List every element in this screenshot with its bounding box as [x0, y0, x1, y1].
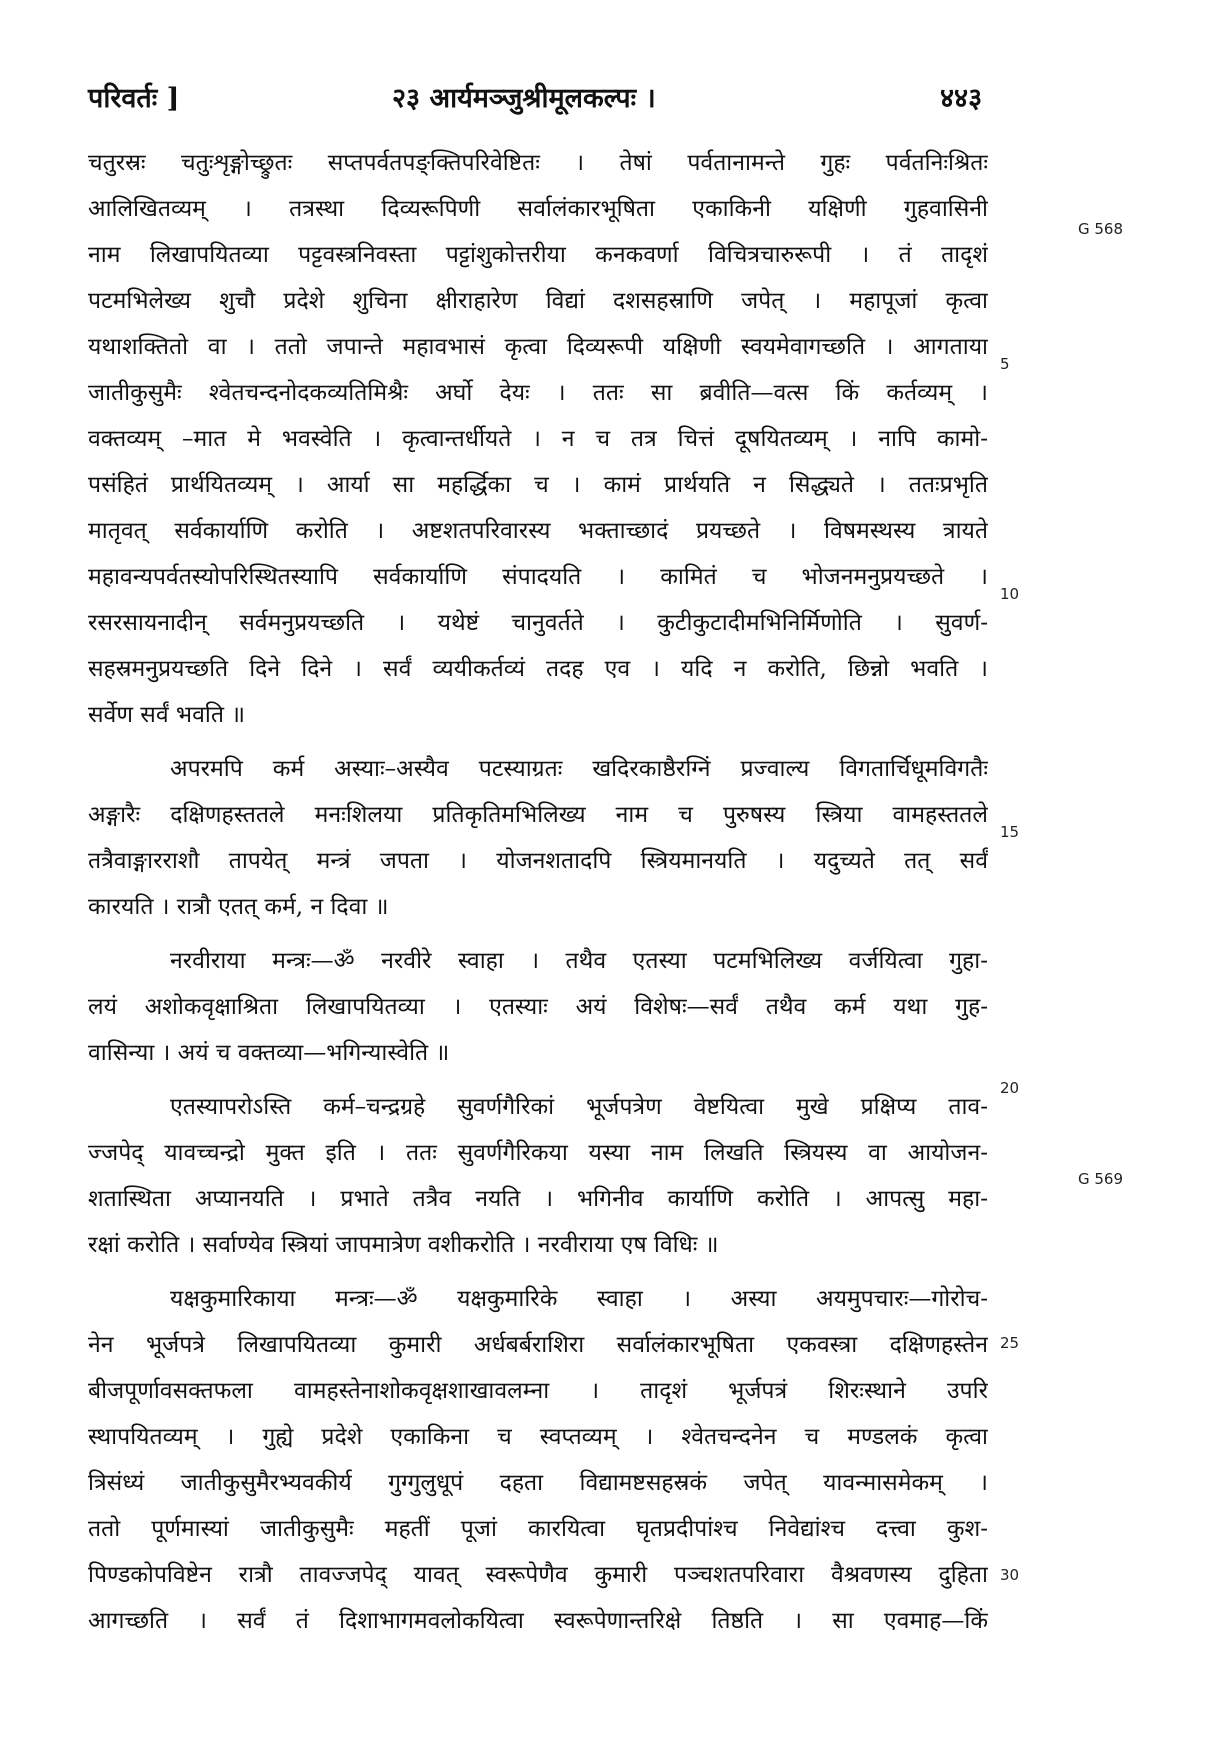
- text-line: अङ्गारैः दक्षिणहस्ततले मनःशिलया प्रतिकृतिमभिलिख्य नाम च पुरुषस्य स्त्रिया वामहस्ततले: [88, 802, 988, 828]
- paragraph: [88, 1084, 988, 1268]
- line-number: 30: [1000, 1566, 1020, 1584]
- line-number: 25: [1000, 1334, 1020, 1352]
- margin-reference: G 569: [1078, 1170, 1124, 1188]
- header-title: २३ आर्यमञ्जुश्रीमूलकल्पः ।: [392, 83, 656, 114]
- text-line: त्रिसंध्यं जातीकुसुमैरभ्यवकीर्य गुग्गुलुधूपं दहता विद्यामष्टसहस्रकं जपेत् यावन्मासमेकम् ।: [88, 1470, 988, 1496]
- text-line: चतुरस्रः चतुःशृङ्गोच्छ्रुतः सप्तपर्वतपङ्क्तिपरिवेष्टितः । तेषां पर्वतानामन्ते गुहः पर्वतनिःश्रितः: [88, 150, 988, 176]
- text-line: बीजपूर्णावसक्तफला वामहस्तेनाशोकवृक्षशाखावलम्ना । तादृशं भूर्जपत्रं शिरःस्थाने उपरि: [88, 1378, 988, 1404]
- line-number: 20: [1000, 1079, 1020, 1097]
- header-page-number: ४४३: [940, 83, 983, 114]
- text-line: ज्जपेद् यावच्चन्द्रो मुक्त इति । ततः सुवर्णगैरिकया यस्या नाम लिखति स्त्रियस्य वा आयोजन-: [88, 1140, 988, 1166]
- text-line: रक्षां करोति । सर्वाण्येव स्त्रियां जापमात्रेण वशीकरोति । नरवीराया एष विधिः ॥: [88, 1232, 719, 1258]
- text-line: यथाशक्तितो वा । ततो जपान्ते महावभासं कृत्वा दिव्यरूपी यक्षिणी स्वयमेवागच्छति । आगताया: [88, 334, 988, 360]
- text-line: वक्तव्यम् –मात मे भवस्वेति । कृत्वान्तर्धीयते । न च तत्र चित्तं दूषयितव्यम् । नापि कामो-: [88, 426, 988, 452]
- text-line: तत्रैवाङ्गारराशौ तापयेत् मन्त्रं जपता । योजनशतादपि स्त्रियमानयति । यदुच्यते तत् सर्वं: [88, 848, 988, 874]
- text-line: वासिन्या । अयं च वक्तव्या—भगिन्यास्वेति ॥: [88, 1040, 450, 1066]
- line-number: 15: [1000, 823, 1020, 841]
- paragraph: [88, 1276, 988, 1644]
- text-line: जातीकुसुमैः श्वेतचन्दनोदकव्यतिमिश्रैः अर्घो देयः । ततः सा ब्रवीति—वत्स किं कर्तव्यम् ।: [88, 380, 988, 406]
- text-line: पिण्डकोपविष्टेन रात्रौ तावज्जपेद् यावत् स्वरूपेणैव कुमारी पञ्चशतपरिवारा वैश्रवणस्य दुहिता: [88, 1562, 988, 1588]
- text-line: मातृवत् सर्वकार्याणि करोति । अष्टशतपरिवारस्य भक्ताच्छादं प्रयच्छते । विषमस्थस्य त्रायते: [88, 518, 988, 544]
- text-line: स्थापयितव्यम् । गुह्ये प्रदेशे एकाकिना च स्वप्तव्यम् । श्वेतचन्दनेन च मण्डलकं कृत्वा: [88, 1424, 988, 1450]
- text-line: पटमभिलेख्य शुचौ प्रदेशे शुचिना क्षीराहारेण विद्यां दशसहस्राणि जपेत् । महापूजां कृत्वा: [88, 288, 988, 314]
- text-line: आलिखितव्यम् । तत्रस्था दिव्यरूपिणी सर्वालंकारभूषिता एकाकिनी यक्षिणी गुहवासिनी: [88, 196, 988, 222]
- line-number: 10: [1000, 585, 1020, 603]
- text-line: अपरमपि कर्म अस्याः–अस्यैव पटस्याग्रतः खदिरकाष्ठैरग्निं प्रज्वाल्य विगतार्चिधूमविगतैः: [170, 756, 988, 782]
- header-chapter: परिवर्तः ]: [88, 83, 180, 114]
- text-line: कारयति । रात्रौ एतत् कर्म, न दिवा ॥: [88, 894, 389, 920]
- text-line: यक्षकुमारिकाया मन्त्रः—ॐ यक्षकुमारिके स्वाहा । अस्या अयमुपचारः—गोरोच-: [170, 1286, 988, 1312]
- line-number: 5: [1000, 355, 1010, 373]
- margin-reference: G 568: [1078, 220, 1124, 238]
- text-line: रसरसायनादीन् सर्वमनुप्रयच्छति । यथेष्टं चानुवर्तते । कुटीकुटादीमभिनिर्मिणोति । सुवर्ण-: [88, 610, 988, 636]
- paragraph: [88, 746, 988, 930]
- text-line: पसंहितं प्रार्थयितव्यम् । आर्या सा महर्द्धिका च । कामं प्रार्थयति न सिद्ध्यते । ततःप्रभृति: [88, 472, 988, 498]
- text-line: आगच्छति । सर्वं तं दिशाभागमवलोकयित्वा स्वरूपेणान्तरिक्षे तिष्ठति । सा एवमाह—किं: [88, 1608, 988, 1634]
- text-line: नेन भूर्जपत्रे लिखापयितव्या कुमारी अर्धबर्बराशिरा सर्वालंकारभूषिता एकवस्त्रा दक्षिणहस्तेन: [88, 1332, 988, 1358]
- text-line: महावन्यपर्वतस्योपरिस्थितस्यापि सर्वकार्याणि संपादयति । कामितं च भोजनमनुप्रयच्छते ।: [88, 564, 988, 590]
- text-line: नरवीराया मन्त्रः—ॐ नरवीरे स्वाहा । तथैव एतस्या पटमभिलिख्य वर्जयित्वा गुहा-: [170, 948, 988, 974]
- text-line: सहस्रमनुप्रयच्छति दिने दिने । सर्वं व्ययीकर्तव्यं तदह एव । यदि न करोति, छिन्नो भवति ।: [88, 656, 988, 682]
- text-line: ततो पूर्णमास्यां जातीकुसुमैः महतीं पूजां कारयित्वा घृतप्रदीपांश्च निवेद्यांश्च दत्त्वा कुश-: [88, 1516, 988, 1542]
- text-line: एतस्यापरोऽस्ति कर्म–चन्द्रग्रहे सुवर्णगैरिकां भूर्जपत्रेण वेष्टयित्वा मुखे प्रक्षिप्य ताव-: [170, 1094, 988, 1120]
- body-text: [88, 140, 988, 1644]
- paragraph: [88, 938, 988, 1076]
- text-line: शतास्थिता अप्यानयति । प्रभाते तत्रैव नयति । भगिनीव कार्याणि करोति । आपत्सु महा-: [88, 1186, 988, 1212]
- text-line: नाम लिखापयितव्या पट्टवस्त्रनिवस्ता पट्टांशुकोत्तरीया कनकवर्णा विचित्रचारुरूपी । तं तादृशं: [88, 242, 988, 268]
- text-line: लयं अशोकवृक्षाश्रिता लिखापयितव्या । एतस्याः अयं विशेषः—सर्वं तथैव कर्म यथा गुह-: [88, 994, 988, 1020]
- paragraph: [88, 140, 988, 738]
- text-line: सर्वेण सर्वं भवति ॥: [88, 702, 246, 728]
